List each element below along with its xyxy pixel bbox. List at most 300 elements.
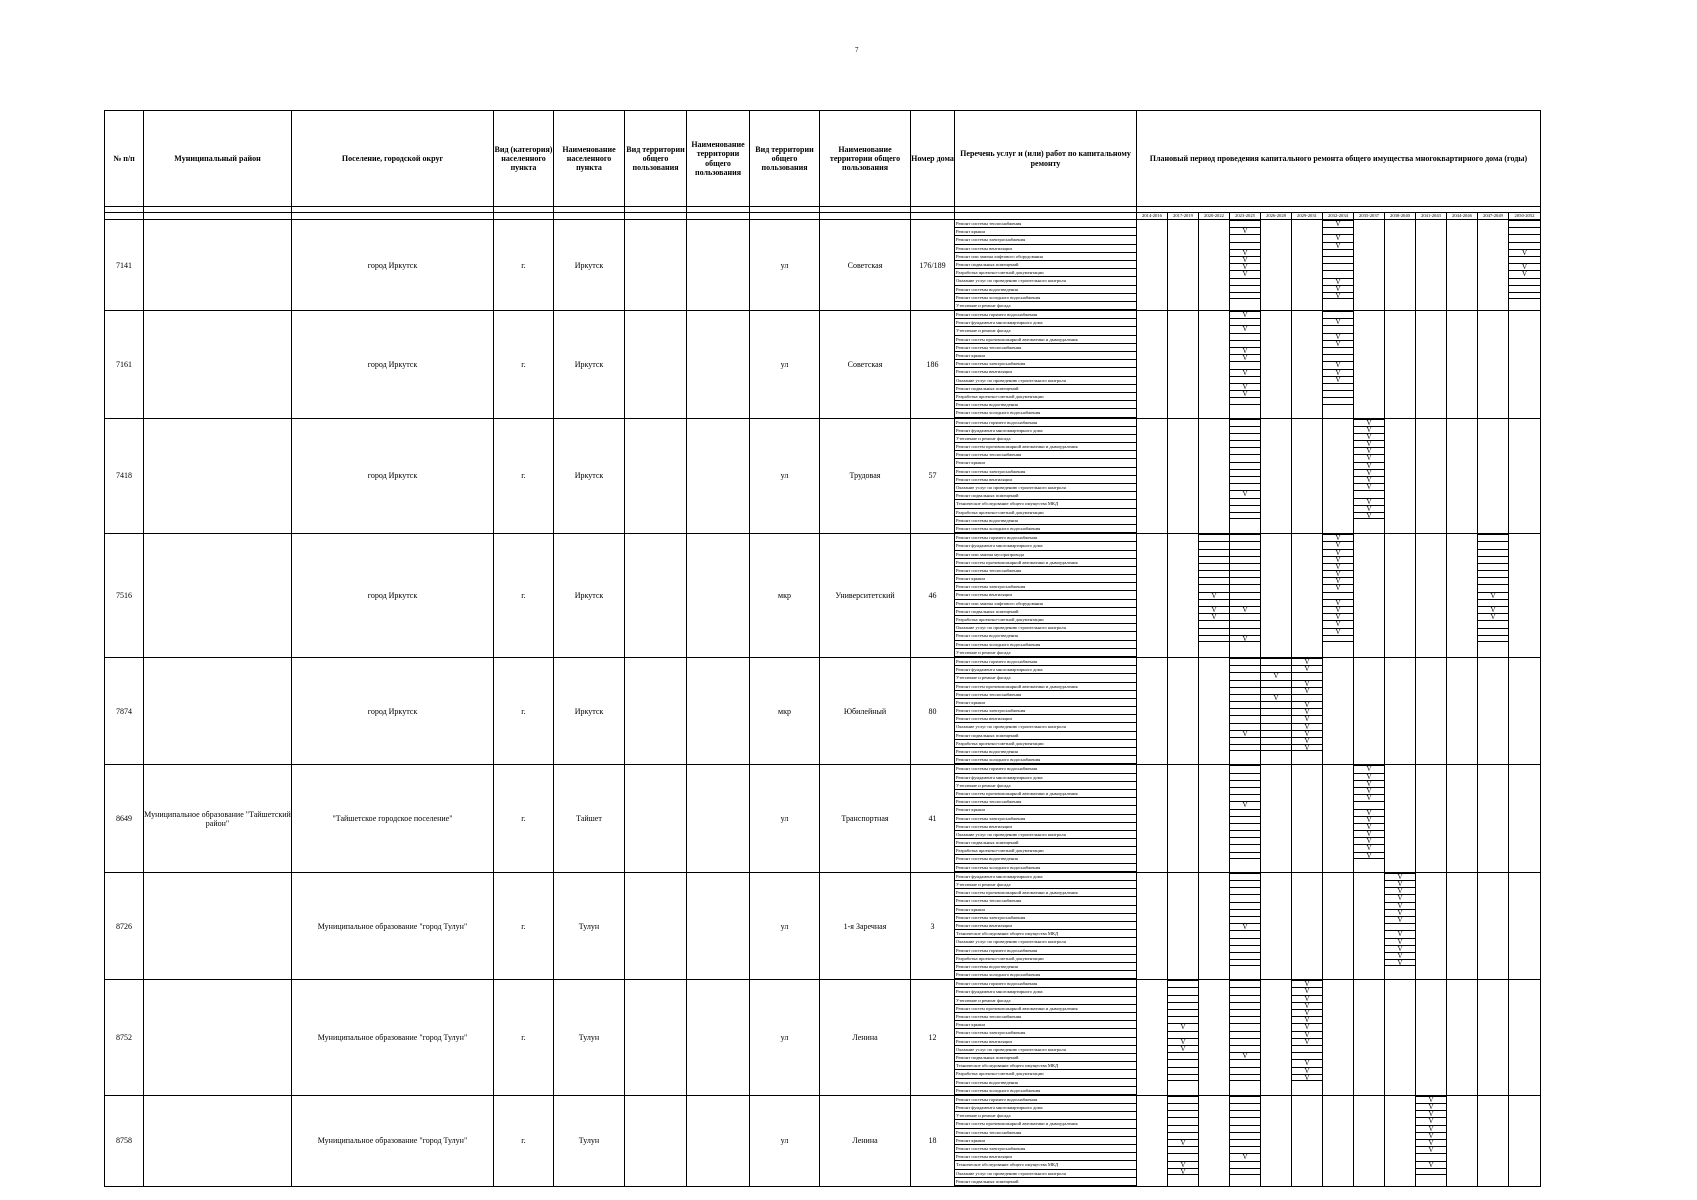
- schedule-mark: [1230, 894, 1260, 901]
- work-item: Разработка проектно-сметной документации: [955, 616, 1136, 624]
- period-cell: [1323, 657, 1354, 764]
- work-item: Ремонт системы горячего водоснабжения: [955, 311, 1136, 319]
- schedule-mark: V: [1168, 1038, 1198, 1045]
- locality-type-cell: г.: [494, 657, 554, 764]
- record-number: 7161: [105, 311, 144, 418]
- schedule-mark: [1230, 952, 1260, 959]
- house-record-row: [105, 657, 1541, 764]
- period-cell: [1385, 220, 1416, 311]
- period-cell: [1447, 872, 1478, 979]
- schedule-mark: V: [1292, 1067, 1322, 1074]
- schedule-mark: V: [1323, 541, 1353, 548]
- record-number: 7874: [105, 657, 144, 764]
- schedule-mark: V: [1416, 1125, 1446, 1132]
- settlement-cell: город Иркутск: [292, 311, 494, 418]
- period-cell: [1230, 220, 1261, 311]
- schedule-mark: V: [1230, 354, 1260, 361]
- schedule-mark: V: [1385, 880, 1415, 887]
- header-district: Муниципальный район: [144, 111, 292, 207]
- area-name-cell: [687, 1095, 750, 1186]
- work-item: Ремонт системы теплоснабжения: [955, 567, 1136, 575]
- period-cell: [1478, 657, 1509, 764]
- schedule-mark: [1230, 809, 1260, 816]
- period-cell: [1416, 1095, 1447, 1186]
- schedule-mark: [1230, 930, 1260, 937]
- schedule-mark: V: [1230, 1153, 1260, 1160]
- schedule-mark: V: [1323, 613, 1353, 620]
- schedule-mark: V: [1478, 613, 1508, 620]
- work-item: Ремонт крыши: [955, 806, 1136, 814]
- schedule-mark: V: [1509, 249, 1540, 256]
- schedule-mark: [1230, 916, 1260, 923]
- period-cell: [1323, 1095, 1354, 1186]
- schedule-mark: [1292, 694, 1322, 701]
- record-number: 8726: [105, 872, 144, 979]
- schedule-mark: V: [1416, 1103, 1446, 1110]
- period-cell: [1416, 980, 1447, 1096]
- schedule-mark: [1230, 1023, 1260, 1030]
- area-type-cell: [625, 765, 687, 872]
- schedule-mark: V: [1323, 534, 1353, 541]
- work-item: Ремонт фундамента многоквартирного дома: [955, 319, 1136, 327]
- schedule-mark: V: [1292, 723, 1322, 730]
- period-cell: [1292, 311, 1323, 418]
- schedule-mark: [1230, 715, 1260, 722]
- schedule-mark: V: [1354, 773, 1384, 780]
- period-cell: [1385, 765, 1416, 872]
- schedule-mark: [1230, 505, 1260, 512]
- period-cell: [1354, 1095, 1385, 1186]
- schedule-mark: [1230, 1110, 1260, 1117]
- work-item: Оказание услуг по проведению строительного контроля: [955, 624, 1136, 632]
- work-item: Ремонт систем противопожарной автоматики и дымоудаления: [955, 790, 1136, 798]
- year-header: 2044-2046: [1447, 213, 1478, 220]
- period-cell: [1416, 418, 1447, 534]
- locality-type-cell: г.: [494, 220, 554, 311]
- schedule-mark: V: [1354, 816, 1384, 823]
- period-cell: [1447, 657, 1478, 764]
- schedule-mark: [1230, 701, 1260, 708]
- header-street-type: Вид территории общего пользования: [750, 111, 820, 207]
- period-cell: [1354, 220, 1385, 311]
- schedule-mark: [1230, 1074, 1260, 1081]
- works-list: [955, 1095, 1137, 1186]
- schedule-mark: [1261, 708, 1291, 715]
- district-cell: [144, 980, 292, 1096]
- locality-type-cell: г.: [494, 534, 554, 658]
- schedule-mark: [1230, 794, 1260, 801]
- work-item: Ремонт системы холодного водоснабжения: [955, 409, 1136, 417]
- schedule-mark: [1230, 672, 1260, 679]
- period-cell: [1416, 872, 1447, 979]
- works-list: [955, 220, 1137, 311]
- work-item: Утепление и ремонт фасада: [955, 881, 1136, 889]
- period-cell: [1199, 765, 1230, 872]
- schedule-mark: V: [1230, 383, 1260, 390]
- period-cell: [1447, 418, 1478, 534]
- schedule-mark: V: [1323, 242, 1353, 249]
- schedule-mark: [1230, 563, 1260, 570]
- street-name-cell: Университетский: [820, 534, 911, 658]
- period-cell: [1385, 418, 1416, 534]
- schedule-mark: [1261, 715, 1291, 722]
- period-cell: [1199, 657, 1230, 764]
- header-area-type: Вид территории общего пользования: [625, 111, 687, 207]
- work-item: Оказание услуг по проведению строительного контроля: [955, 723, 1136, 731]
- schedule-mark: V: [1354, 440, 1384, 447]
- work-item: Ремонт системы теплоснабжения: [955, 691, 1136, 699]
- schedule-mark: V: [1292, 715, 1322, 722]
- street-type-cell: ул: [750, 1095, 820, 1186]
- schedule-mark: [1230, 844, 1260, 851]
- schedule-mark: [1230, 242, 1260, 249]
- work-item: Ремонт систем противопожарной автоматики и дымоудаления: [955, 559, 1136, 567]
- repair-schedule-table: [104, 110, 1541, 1187]
- work-item: Ремонт подвальных помещений: [955, 732, 1136, 740]
- period-cell: [1509, 534, 1541, 658]
- schedule-mark: V: [1292, 708, 1322, 715]
- schedule-mark: [1230, 426, 1260, 433]
- record-number: 8752: [105, 980, 144, 1096]
- schedule-mark: V: [1292, 1074, 1322, 1081]
- schedule-mark: [1230, 534, 1260, 541]
- work-item: Разработка проектно-сметной документации: [955, 269, 1136, 277]
- schedule-mark: [1323, 354, 1353, 361]
- period-cell: [1199, 980, 1230, 1096]
- schedule-mark: V: [1323, 620, 1353, 627]
- period-cell: [1292, 418, 1323, 534]
- schedule-mark: V: [1292, 744, 1322, 751]
- schedule-mark: [1323, 397, 1353, 404]
- area-type-cell: [625, 980, 687, 1096]
- schedule-mark: [1261, 737, 1291, 744]
- header-area-name: Наименование территории общего пользования: [687, 111, 750, 207]
- schedule-mark: [1261, 658, 1291, 665]
- schedule-mark: V: [1509, 263, 1540, 270]
- settlement-cell: "Тайшетское городское поселение": [292, 765, 494, 872]
- schedule-mark: V: [1230, 923, 1260, 930]
- locality-name-cell: Иркутск: [554, 418, 625, 534]
- work-item: Оказание услуг по проведению строительного контроля: [955, 1170, 1136, 1178]
- street-name-cell: Ленина: [820, 1095, 911, 1186]
- schedule-mark: V: [1323, 599, 1353, 606]
- period-cell: [1385, 872, 1416, 979]
- work-item: Ремонт системы теплоснабжения: [955, 344, 1136, 352]
- schedule-mark: [1292, 1045, 1322, 1052]
- schedule-mark: [1478, 563, 1508, 570]
- locality-type-cell: г.: [494, 765, 554, 872]
- schedule-mark: [1230, 620, 1260, 627]
- schedule-mark: [1478, 584, 1508, 591]
- period-cell: [1292, 765, 1323, 872]
- schedule-mark: V: [1354, 844, 1384, 851]
- schedule-mark: [1168, 1096, 1198, 1103]
- schedule-mark: V: [1385, 909, 1415, 916]
- schedule-mark: V: [1354, 447, 1384, 454]
- schedule-mark: [1323, 311, 1353, 318]
- district-cell: [144, 220, 292, 311]
- schedule-mark: V: [1292, 701, 1322, 708]
- schedule-mark: [1323, 263, 1353, 270]
- house-record-row: [105, 418, 1541, 534]
- period-cell: [1168, 1095, 1199, 1186]
- schedule-mark: V: [1292, 665, 1322, 672]
- schedule-mark: [1168, 1067, 1198, 1074]
- area-name-cell: [687, 534, 750, 658]
- street-name-cell: Юбилейный: [820, 657, 911, 764]
- work-item: Ремонт системы горячего водоснабжения: [955, 534, 1136, 542]
- locality-name-cell: Иркутск: [554, 220, 625, 311]
- locality-type-cell: г.: [494, 980, 554, 1096]
- schedule-mark: V: [1385, 959, 1415, 966]
- work-item: Утепление и ремонт фасада: [955, 649, 1136, 657]
- period-cell: [1261, 534, 1292, 658]
- schedule-mark: V: [1230, 311, 1260, 318]
- house-number-cell: 46: [911, 534, 955, 658]
- schedule-mark: V: [1478, 592, 1508, 599]
- schedule-mark: [1261, 665, 1291, 672]
- schedule-mark: [1230, 577, 1260, 584]
- schedule-mark: [1230, 220, 1260, 227]
- schedule-mark: V: [1230, 730, 1260, 737]
- schedule-mark: V: [1354, 794, 1384, 801]
- schedule-mark: [1354, 801, 1384, 808]
- street-name-cell: Трудовая: [820, 418, 911, 534]
- work-item: Ремонт систем противопожарной автоматики и дымоудаления: [955, 683, 1136, 691]
- schedule-mark: V: [1292, 730, 1322, 737]
- schedule-mark: [1478, 549, 1508, 556]
- period-cell: [1354, 980, 1385, 1096]
- record-number: 7418: [105, 418, 144, 534]
- schedule-mark: [1199, 570, 1229, 577]
- schedule-mark: [1168, 1103, 1198, 1110]
- schedule-mark: [1354, 490, 1384, 497]
- work-item: Ремонт системы водоотведения: [955, 517, 1136, 525]
- area-type-cell: [625, 1095, 687, 1186]
- schedule-mark: V: [1478, 606, 1508, 613]
- street-name-cell: Ленина: [820, 980, 911, 1096]
- schedule-mark: V: [1354, 498, 1384, 505]
- schedule-mark: [1230, 873, 1260, 880]
- work-item: Ремонт системы вентиляции: [955, 922, 1136, 930]
- period-cell: [1230, 1095, 1261, 1186]
- house-record-row: [105, 980, 1541, 1096]
- schedule-mark: [1230, 1161, 1260, 1168]
- schedule-mark: V: [1323, 549, 1353, 556]
- schedule-mark: V: [1416, 1139, 1446, 1146]
- settlement-cell: Муниципальное образование "город Тулун": [292, 872, 494, 979]
- schedule-mark: [1230, 938, 1260, 945]
- period-cell: [1323, 980, 1354, 1096]
- work-item: Ремонт или замена лифтового оборудования: [955, 253, 1136, 261]
- period-cell: [1230, 657, 1261, 764]
- house-number-cell: 80: [911, 657, 955, 764]
- house-number-cell: 57: [911, 418, 955, 534]
- schedule-mark: [1230, 1031, 1260, 1038]
- work-item: Ремонт подвальных помещений: [955, 492, 1136, 500]
- schedule-mark: [1199, 541, 1229, 548]
- period-cell: [1168, 980, 1199, 1096]
- schedule-mark: [1478, 628, 1508, 635]
- period-cell: [1509, 872, 1541, 979]
- period-cell: [1447, 765, 1478, 872]
- schedule-mark: V: [1199, 592, 1229, 599]
- schedule-mark: V: [1292, 1009, 1322, 1016]
- locality-name-cell: Тайшет: [554, 765, 625, 872]
- year-header: 2035-2037: [1354, 213, 1385, 220]
- period-cell: [1509, 765, 1541, 872]
- schedule-mark: [1199, 635, 1229, 642]
- schedule-mark: [1168, 1002, 1198, 1009]
- period-cell: [1199, 534, 1230, 658]
- schedule-mark: V: [1354, 426, 1384, 433]
- work-item: Оказание услуг по проведению строительного контроля: [955, 831, 1136, 839]
- schedule-mark: [1168, 1016, 1198, 1023]
- schedule-mark: [1478, 570, 1508, 577]
- work-item: Утепление и ремонт фасада: [955, 302, 1136, 310]
- locality-name-cell: Иркутск: [554, 311, 625, 418]
- period-cell: [1478, 1095, 1509, 1186]
- schedule-mark: [1168, 1125, 1198, 1132]
- work-item: Ремонт подвальных помещений: [955, 839, 1136, 847]
- schedule-mark: [1230, 1103, 1260, 1110]
- period-cell: [1137, 657, 1168, 764]
- work-item: Разработка проектно-сметной документации: [955, 393, 1136, 401]
- area-name-cell: [687, 311, 750, 418]
- work-item: Ремонт системы вентиляции: [955, 476, 1136, 484]
- period-cell: [1168, 311, 1199, 418]
- area-name-cell: [687, 765, 750, 872]
- work-item: Ремонт системы вентиляции: [955, 245, 1136, 253]
- schedule-mark: V: [1385, 916, 1415, 923]
- schedule-mark: [1230, 837, 1260, 844]
- period-cell: [1323, 534, 1354, 658]
- period-cell: [1323, 311, 1354, 418]
- period-cell: [1323, 872, 1354, 979]
- street-type-cell: ул: [750, 872, 820, 979]
- schedule-mark: V: [1385, 873, 1415, 880]
- schedule-mark: [1230, 780, 1260, 787]
- street-name-cell: Советская: [820, 220, 911, 311]
- schedule-mark: V: [1354, 454, 1384, 461]
- period-cell: [1416, 765, 1447, 872]
- schedule-mark: V: [1354, 469, 1384, 476]
- schedule-mark: [1230, 823, 1260, 830]
- period-cell: [1292, 1095, 1323, 1186]
- schedule-mark: [1230, 658, 1260, 665]
- work-item: Ремонт или замена лифтового оборудования: [955, 600, 1136, 608]
- work-item: Ремонт системы горячего водоснабжения: [955, 765, 1136, 773]
- period-cell: [1168, 418, 1199, 534]
- period-cell: [1230, 534, 1261, 658]
- schedule-mark: [1478, 556, 1508, 563]
- district-cell: [144, 311, 292, 418]
- street-type-cell: ул: [750, 311, 820, 418]
- locality-type-cell: г.: [494, 311, 554, 418]
- work-item: Утепление и ремонт фасада: [955, 327, 1136, 335]
- schedule-mark: V: [1323, 628, 1353, 635]
- schedule-mark: V: [1292, 995, 1322, 1002]
- work-item: Ремонт системы водоотведения: [955, 963, 1136, 971]
- schedule-mark: [1230, 723, 1260, 730]
- street-type-cell: ул: [750, 418, 820, 534]
- schedule-mark: V: [1354, 483, 1384, 490]
- work-item: Ремонт системы электроснабжения: [955, 360, 1136, 368]
- work-item: Ремонт подвальных помещений: [955, 261, 1136, 269]
- schedule-mark: [1168, 1117, 1198, 1124]
- settlement-cell: город Иркутск: [292, 657, 494, 764]
- schedule-mark: V: [1323, 369, 1353, 376]
- schedule-mark: V: [1323, 376, 1353, 383]
- locality-name-cell: Иркутск: [554, 534, 625, 658]
- schedule-mark: V: [1230, 369, 1260, 376]
- work-item: Ремонт системы электроснабжения: [955, 583, 1136, 591]
- period-cell: [1509, 1095, 1541, 1186]
- schedule-mark: V: [1168, 1045, 1198, 1052]
- schedule-mark: [1416, 1153, 1446, 1160]
- area-type-cell: [625, 311, 687, 418]
- schedule-mark: V: [1354, 419, 1384, 426]
- schedule-mark: [1478, 620, 1508, 627]
- schedule-mark: V: [1168, 1139, 1198, 1146]
- work-item: Ремонт системы горячего водоснабжения: [955, 1096, 1136, 1104]
- house-record-row: [105, 765, 1541, 872]
- work-item: Ремонт или замена мусоропровода: [955, 551, 1136, 559]
- schedule-mark: V: [1385, 930, 1415, 937]
- schedule-mark: [1230, 887, 1260, 894]
- year-header: 2026-2028: [1261, 213, 1292, 220]
- period-cell: [1292, 657, 1323, 764]
- schedule-mark: V: [1385, 894, 1415, 901]
- schedule-mark: [1509, 234, 1540, 241]
- schedule-mark: [1509, 285, 1540, 292]
- work-item: Ремонт системы теплоснабжения: [955, 897, 1136, 905]
- period-cell: [1168, 534, 1199, 658]
- period-cell: [1509, 980, 1541, 1096]
- period-cell: [1354, 765, 1385, 872]
- work-item: Ремонт системы вентиляции: [955, 368, 1136, 376]
- schedule-mark: [1478, 635, 1508, 642]
- work-item: Ремонт фундамента многоквартирного дома: [955, 542, 1136, 550]
- schedule-mark: V: [1354, 780, 1384, 787]
- schedule-mark: V: [1292, 1038, 1322, 1045]
- schedule-mark: [1261, 730, 1291, 737]
- period-cell: [1447, 220, 1478, 311]
- work-item: Оказание услуг по проведению строительного контроля: [955, 484, 1136, 492]
- period-cell: [1199, 1095, 1230, 1186]
- schedule-mark: [1230, 1059, 1260, 1066]
- works-list: [955, 980, 1137, 1096]
- house-record-row: [105, 1095, 1541, 1186]
- period-cell: [1447, 311, 1478, 418]
- schedule-mark: [1230, 1096, 1260, 1103]
- period-cell: [1323, 765, 1354, 872]
- schedule-mark: [1230, 737, 1260, 744]
- works-list: [955, 657, 1137, 764]
- schedule-mark: V: [1292, 1031, 1322, 1038]
- schedule-mark: [1168, 1052, 1198, 1059]
- schedule-mark: V: [1354, 787, 1384, 794]
- locality-type-cell: г.: [494, 418, 554, 534]
- schedule-mark: V: [1230, 347, 1260, 354]
- schedule-mark: V: [1168, 1023, 1198, 1030]
- schedule-mark: V: [1385, 945, 1415, 952]
- schedule-mark: [1230, 1125, 1260, 1132]
- works-list: [955, 418, 1137, 534]
- period-cell: [1416, 534, 1447, 658]
- schedule-mark: V: [1323, 318, 1353, 325]
- period-cell: [1137, 534, 1168, 658]
